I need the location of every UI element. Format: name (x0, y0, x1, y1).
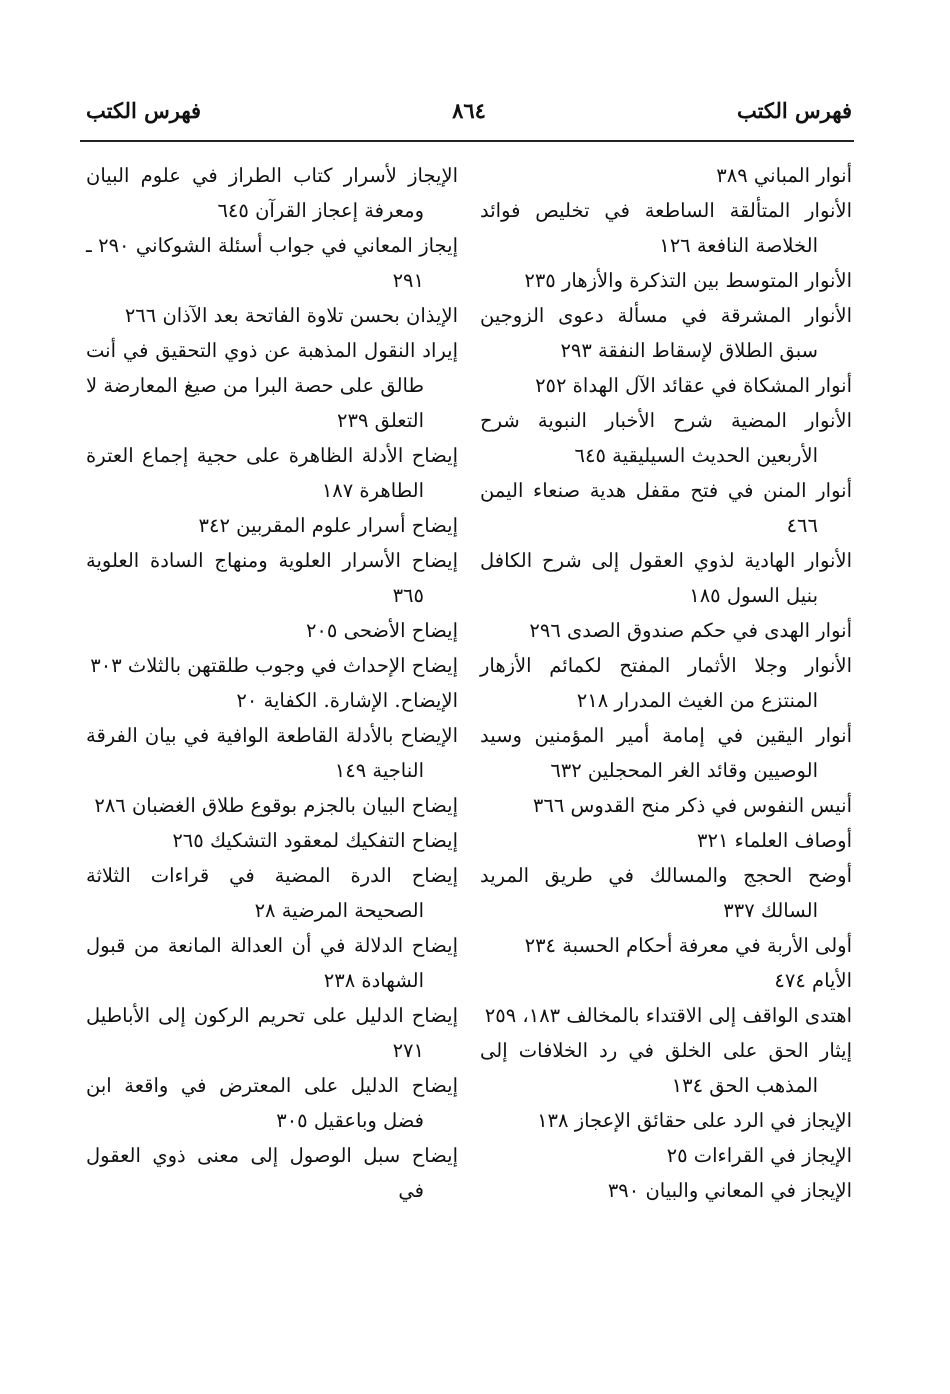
index-entry: الإيضاح. الإشارة. الكفاية ٢٠ (236, 689, 458, 712)
index-entry: إيضاح التفكيك لمعقود التشكيك ٢٦٥ (172, 829, 458, 852)
index-entry: أنيس النفوس في ذكر منح القدوس ٣٦٦ (532, 794, 852, 817)
index-entry: الإيضاح بالأدلة القاطعة الوافية في بيان الفرقة الناجية ١٤٩ (86, 724, 458, 782)
index-entry: إيراد النقول المذهبة عن ذوي التحقيق في أنت طالق على حصة البرا من صيغ المعارضة لا التعلق ٢٣٩ (86, 339, 458, 432)
index-entry: الأيام ٤٧٤ (774, 969, 852, 992)
index-entry: أنوار الهدى في حكم صندوق الصدى ٢٩٦ (529, 619, 852, 642)
running-title-left: فهرس الكتب (86, 98, 202, 123)
index-entry: إيضاح الدرة المضية في قراءات الثلاثة الصحيحة المرضية ٢٨ (86, 864, 458, 922)
index-entry: أنوار المنن في فتح مقفل هدية صنعاء اليمن ٤٦٦ (480, 479, 852, 537)
index-entry: أنوار المشكاة في عقائد الآل الهداة ٢٥٢ (535, 374, 852, 397)
running-title-right: فهرس الكتب (736, 98, 852, 123)
index-entry: إيضاح البيان بالجزم بوقوع طلاق الغضبان ٢٨٦ (94, 794, 458, 817)
index-entry: إيجاز المعاني في جواب أسئلة الشوكاني ٢٩٠ ـ ٢٩١ (86, 234, 458, 292)
page-number: ٨٦٤ (452, 98, 486, 123)
index-entry: اهتدى الواقف إلى الاقتداء بالمخالف ١٨٣، ٢٥٩ (484, 1004, 852, 1027)
index-entry: الإيجاز في الرد على حقائق الإعجاز ١٣٨ (537, 1109, 852, 1132)
index-entry: إيضاح أسرار علوم المقربين ٣٤٢ (198, 514, 458, 537)
index-entry: إيضاح الدلالة في أن العدالة المانعة من قبول الشهادة ٢٣٨ (86, 934, 458, 992)
header-rule (80, 140, 854, 142)
index-entry: الأنوار المتألقة الساطعة في تخليص فوائد الخلاصة النافعة ١٢٦ (480, 199, 852, 257)
index-entry: أوصاف العلماء ٣٢١ (697, 829, 852, 852)
index-entry: إيضاح الدليل على تحريم الركون إلى الأباطيل ٢٧١ (86, 1004, 458, 1062)
page-header (86, 98, 852, 134)
index-entry: الإيجاز لأسرار كتاب الطراز في علوم البيان ومعرفة إعجاز القرآن ٦٤٥ (86, 164, 458, 222)
index-column-left (86, 158, 458, 1208)
index-entry: أنوار المباني ٣٨٩ (716, 164, 852, 187)
index-entry: إيضاح الأضحى ٢٠٥ (305, 619, 458, 642)
index-entry: الأنوار المتوسط بين التذكرة والأزهار ٢٣٥ (524, 269, 852, 292)
index-entry: الإيذان بحسن تلاوة الفاتحة بعد الآذان ٢٦٦ (124, 304, 458, 327)
index-entry: الإيجاز في المعاني والبيان ٣٩٠ (607, 1179, 852, 1202)
index-entry: إيضاح الإحداث في وجوب طلقتهن بالثلاث ٣٠٣ (90, 654, 458, 677)
index-entry: إيضاح الدليل على المعترض في واقعة ابن فضل وباعقيل ٣٠٥ (86, 1074, 458, 1132)
index-column-right (480, 158, 852, 1208)
index-entry: أنوار اليقين في إمامة أمير المؤمنين وسيد الوصيين وقائد الغر المحجلين ٦٣٢ (480, 724, 852, 782)
index-entry: الأنوار المشرقة في مسألة دعوى الزوجين سبق الطلاق لإسقاط النفقة ٢٩٣ (480, 304, 852, 362)
index-entry: إيثار الحق على الخلق في رد الخلافات إلى المذهب الحق ١٣٤ (480, 1039, 852, 1097)
index-entry: أوضح الحجج والمسالك في طريق المريد السالك ٣٣٧ (480, 864, 852, 922)
index-entry: إيضاح الأدلة الظاهرة على حجية إجماع العترة الطاهرة ١٨٧ (86, 444, 458, 502)
index-entry: إيضاح الأسرار العلوية ومنهاج السادة العلوية ٣٦٥ (86, 549, 458, 607)
index-entry: أولى الأربة في معرفة أحكام الحسبة ٢٣٤ (524, 934, 852, 957)
index-entry: الأنوار الهادية لذوي العقول إلى شرح الكافل بنيل السول ١٨٥ (480, 549, 852, 607)
index-entry: الأنوار وجلا الأثمار المفتح لكمائم الأزهار المنتزع من الغيث المدرار ٢١٨ (480, 654, 852, 712)
index-entry: إيضاح سبل الوصول إلى معنى ذوي العقول في (86, 1144, 458, 1202)
index-entry: الإيجاز في القراءات ٢٥ (666, 1144, 852, 1167)
index-entry: الأنوار المضية شرح الأخبار النبوية شرح الأربعين الحديث السيليقية ٦٤٥ (480, 409, 852, 467)
